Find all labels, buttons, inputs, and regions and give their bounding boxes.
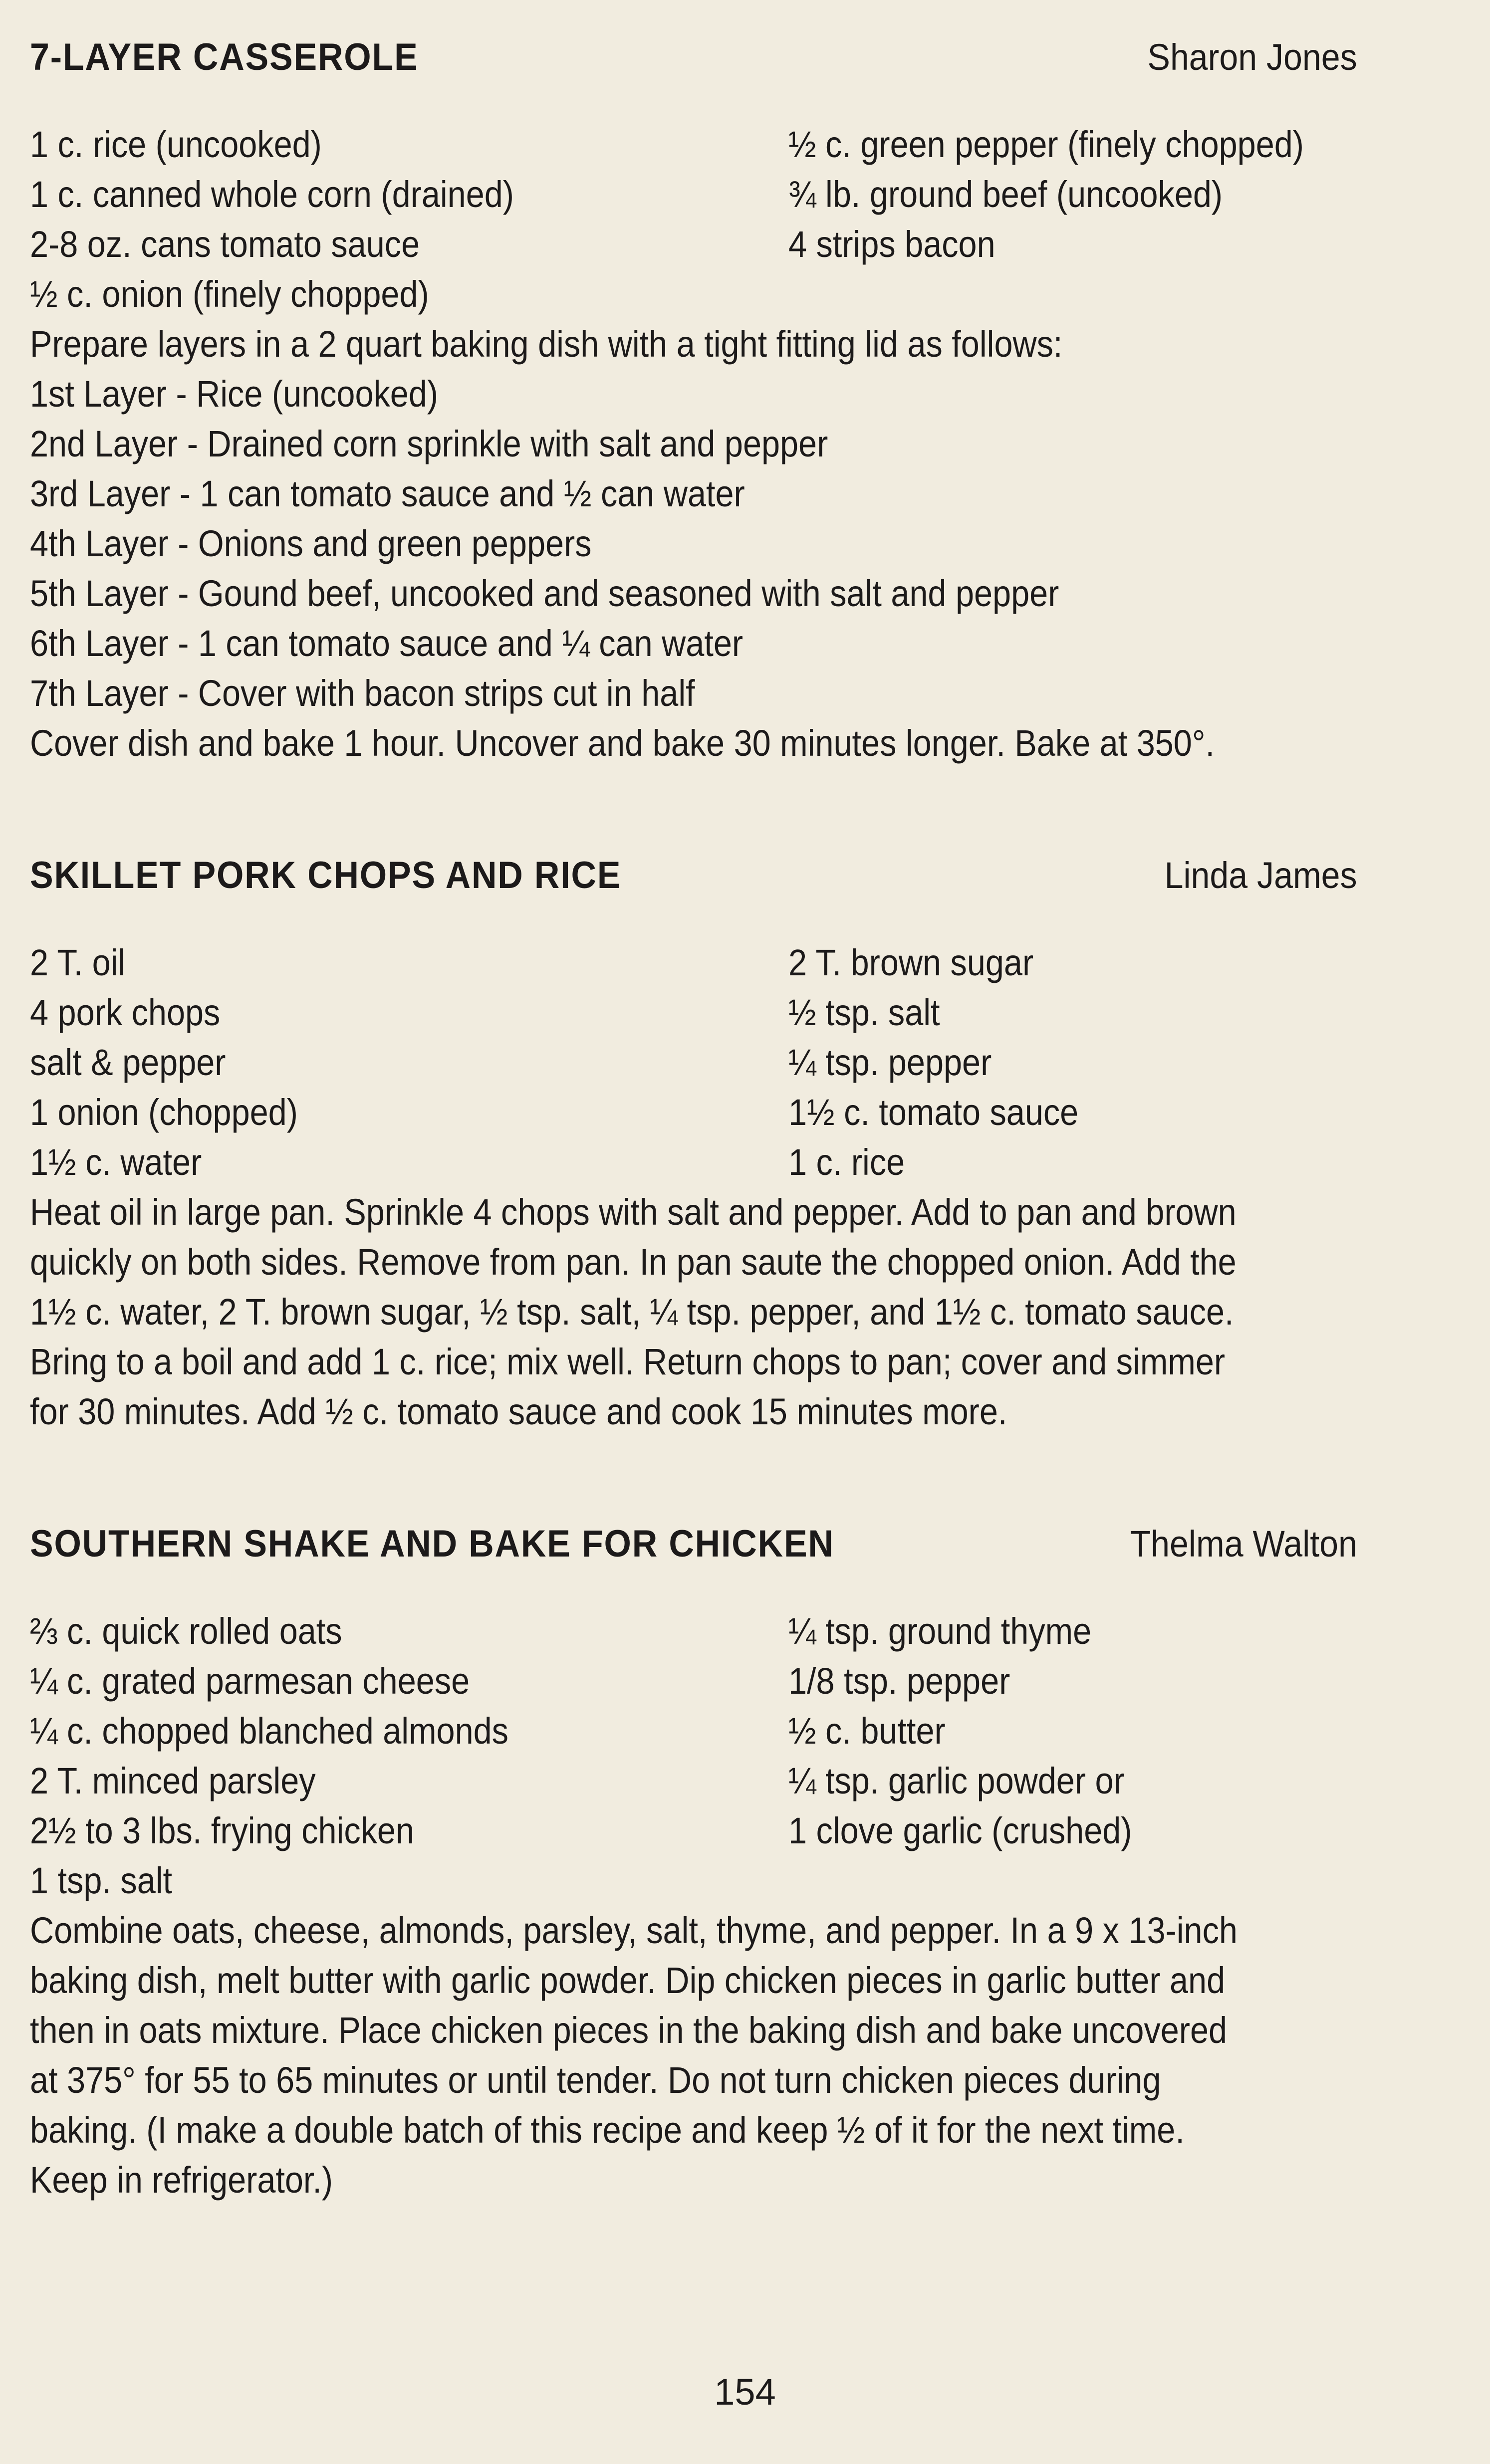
ingredient: 1/8 tsp. pepper <box>788 1660 1010 1702</box>
recipe-author: Linda James <box>1164 855 1357 896</box>
recipe-header <box>30 30 1357 85</box>
ingredient: 2½ to 3 lbs. frying chicken <box>30 1810 415 1851</box>
ingredient: ¼ c. chopped blanched almonds <box>30 1710 508 1752</box>
ingredients-right-column <box>788 938 1357 1187</box>
ingredient: 1½ c. water <box>30 1141 202 1183</box>
ingredient: ½ c. butter <box>788 1710 946 1752</box>
recipe-directions <box>30 319 1357 768</box>
ingredient: ½ tsp. salt <box>788 992 940 1033</box>
recipe-7-layer-casserole <box>30 30 1357 768</box>
direction-line: baking dish, melt butter with garlic powder. Dip chicken pieces in garlic butter and <box>30 1960 1226 2001</box>
ingredient: 2 T. brown sugar <box>788 942 1034 983</box>
recipe-author: Sharon Jones <box>1147 36 1357 78</box>
ingredient: 4 pork chops <box>30 992 221 1033</box>
ingredient: 1 c. rice <box>788 1141 905 1183</box>
direction-line: Cover dish and bake 1 hour. Uncover and bake 30 minutes longer. Bake at 350°. <box>30 722 1215 764</box>
ingredient: 1 onion (chopped) <box>30 1092 298 1133</box>
direction-line: baking. (I make a double batch of this recipe and keep ½ of it for the next time. <box>30 2109 1185 2151</box>
recipe-header <box>30 1517 1357 1571</box>
direction-line: at 375° for 55 to 65 minutes or until tender. Do not turn chicken pieces during <box>30 2059 1161 2101</box>
ingredient: 1 c. canned whole corn (drained) <box>30 174 514 215</box>
ingredient: 1½ c. tomato sauce <box>788 1092 1079 1133</box>
page-number: 154 <box>714 2371 776 2413</box>
ingredients-list <box>30 1606 1357 1906</box>
direction-line: quickly on both sides. Remove from pan. In pan saute the chopped onion. Add the <box>30 1241 1237 1283</box>
ingredient: 1 tsp. salt <box>30 1860 173 1901</box>
recipe-author: Thelma Walton <box>1130 1523 1357 1565</box>
direction-line: Combine oats, cheese, almonds, parsley, salt, thyme, and pepper. In a 9 x 13-inch <box>30 1910 1238 1951</box>
direction-line: 2nd Layer - Drained corn sprinkle with salt and pepper <box>30 423 828 464</box>
recipe-southern-shake-and-bake <box>30 1517 1357 2205</box>
direction-line: 6th Layer - 1 can tomato sauce and ¼ can water <box>30 623 744 664</box>
direction-line: Prepare layers in a 2 quart baking dish with a tight fitting lid as follows: <box>30 323 1063 365</box>
ingredient: 1 clove garlic (crushed) <box>788 1810 1132 1851</box>
recipe-skillet-pork-chops <box>30 848 1357 1437</box>
ingredient: 1 c. rice (uncooked) <box>30 124 322 165</box>
ingredients-list <box>30 938 1357 1187</box>
ingredients-list <box>30 120 1357 319</box>
recipe-directions <box>30 1187 1357 1437</box>
ingredient: ½ c. onion (finely chopped) <box>30 273 429 315</box>
direction-line: 5th Layer - Gound beef, uncooked and seasoned with salt and pepper <box>30 573 1059 614</box>
ingredient: 2-8 oz. cans tomato sauce <box>30 224 420 265</box>
ingredient: ½ c. green pepper (finely chopped) <box>788 124 1304 165</box>
ingredient: 2 T. oil <box>30 942 126 983</box>
ingredient: ¼ tsp. pepper <box>788 1042 992 1083</box>
direction-line: 1½ c. water, 2 T. brown sugar, ½ tsp. salt, ¼ tsp. pepper, and 1½ c. tomato sauce. <box>30 1291 1234 1333</box>
ingredient: 2 T. minced parsley <box>30 1760 316 1801</box>
ingredient: 4 strips bacon <box>788 224 995 265</box>
ingredient: ¼ tsp. garlic powder or <box>788 1760 1125 1801</box>
direction-line: 4th Layer - Onions and green peppers <box>30 523 592 564</box>
ingredient: ¾ lb. ground beef (uncooked) <box>788 174 1223 215</box>
recipe-title: SKILLET PORK CHOPS AND RICE <box>30 854 622 896</box>
direction-line: Bring to a boil and add 1 c. rice; mix well. Return chops to pan; cover and simmer <box>30 1341 1226 1382</box>
recipe-directions <box>30 1906 1357 2205</box>
ingredients-right-column <box>788 120 1357 319</box>
ingredient: salt & pepper <box>30 1042 226 1083</box>
direction-line: 7th Layer - Cover with bacon strips cut in half <box>30 672 695 714</box>
direction-line: 1st Layer - Rice (uncooked) <box>30 373 439 415</box>
direction-line: then in oats mixture. Place chicken pieces in the baking dish and bake uncovered <box>30 2010 1228 2051</box>
ingredient: ¼ tsp. ground thyme <box>788 1610 1092 1652</box>
ingredients-left-column <box>30 938 788 1187</box>
recipe-title: 7-LAYER CASSEROLE <box>30 36 419 78</box>
recipe-header <box>30 848 1357 903</box>
recipe-title: SOUTHERN SHAKE AND BAKE FOR CHICKEN <box>30 1523 834 1565</box>
ingredients-left-column <box>30 120 788 319</box>
direction-line: Keep in refrigerator.) <box>30 2159 333 2201</box>
direction-line: 3rd Layer - 1 can tomato sauce and ½ can water <box>30 473 745 514</box>
ingredients-left-column <box>30 1606 788 1906</box>
direction-line: for 30 minutes. Add ½ c. tomato sauce and cook 15 minutes more. <box>30 1391 1007 1432</box>
ingredients-right-column <box>788 1606 1357 1906</box>
ingredient: ⅔ c. quick rolled oats <box>30 1610 342 1652</box>
ingredient: ¼ c. grated parmesan cheese <box>30 1660 470 1702</box>
direction-line: Heat oil in large pan. Sprinkle 4 chops with salt and pepper. Add to pan and brown <box>30 1191 1237 1233</box>
